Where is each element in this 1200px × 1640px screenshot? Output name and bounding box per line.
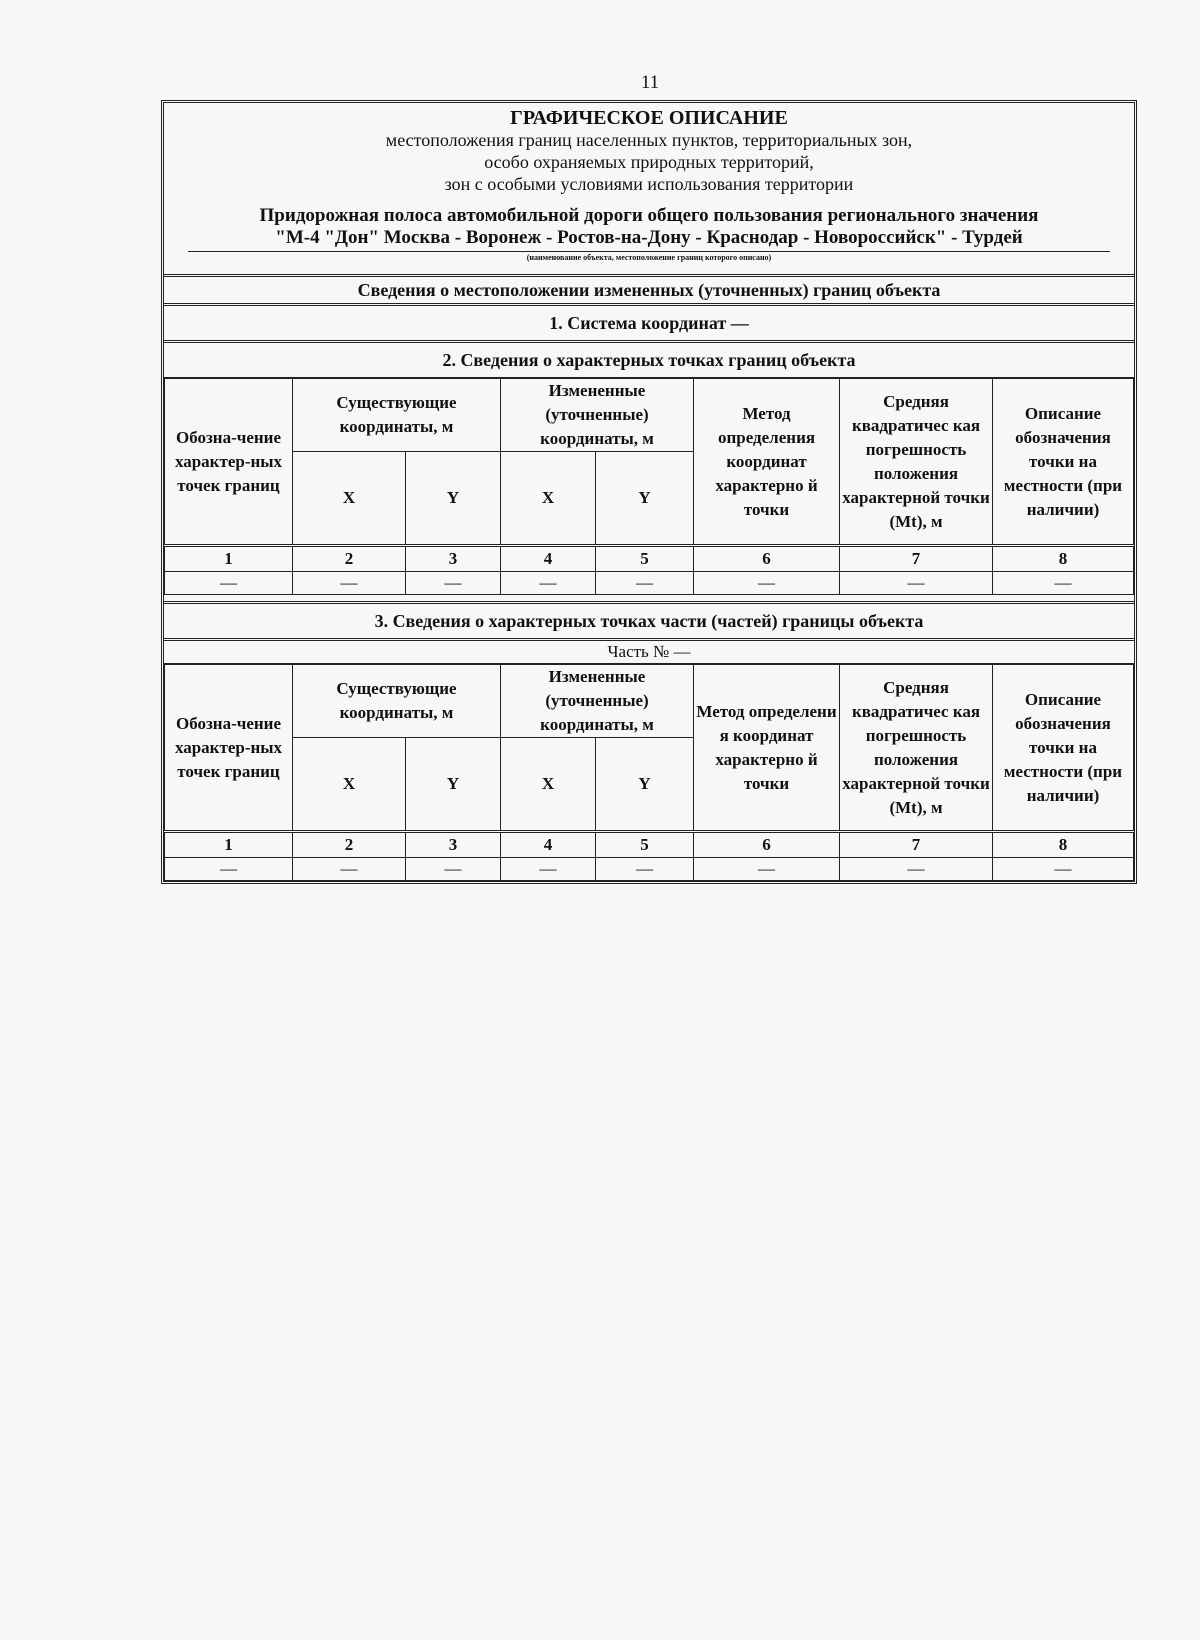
col-changed-coords: Измененные (уточненные) координаты, м: [501, 665, 694, 738]
table-cell: —: [840, 572, 993, 595]
col-changed-y: Y: [596, 452, 694, 546]
table-cell: —: [406, 572, 501, 595]
col-existing-x: X: [293, 738, 406, 832]
section-3-table: [164, 664, 1134, 881]
column-number: 4: [501, 832, 596, 858]
table-row: [165, 858, 1134, 881]
table-cell: —: [501, 858, 596, 881]
header-line-2: особо охраняемых природных территорий,: [484, 152, 814, 172]
table-cell: —: [293, 858, 406, 881]
section-divider: [164, 595, 1134, 604]
col-method: Метод определени я координат характерно й точки: [694, 665, 840, 832]
section-1-title: 1. Система координат —: [164, 306, 1134, 343]
column-number: 2: [293, 832, 406, 858]
object-name-line-1: Придорожная полоса автомобильной дороги общего пользования регионального значения: [259, 205, 1039, 226]
column-number: 5: [596, 832, 694, 858]
table-cell: —: [993, 572, 1134, 595]
col-existing-coords: Существующие координаты, м: [293, 665, 501, 738]
column-number: 5: [596, 546, 694, 572]
object-caption: (наименование объекта, местоположение границ которого описано): [526, 253, 772, 262]
part-label: Часть № —: [164, 641, 1134, 664]
column-number: 2: [293, 546, 406, 572]
col-method: Метод определения координат характерно й точки: [694, 379, 840, 546]
table-cell: —: [993, 858, 1134, 881]
section-2-title: 2. Сведения о характерных точках границ объекта: [164, 343, 1134, 378]
table-cell: —: [840, 858, 993, 881]
column-number: 1: [165, 546, 293, 572]
col-existing-y: Y: [406, 738, 501, 832]
column-number: 6: [694, 546, 840, 572]
document-header: [164, 103, 1134, 277]
table-cell: —: [596, 572, 694, 595]
col-existing-coords: Существующие координаты, м: [293, 379, 501, 452]
column-number: 4: [501, 546, 596, 572]
section-3-title: 3. Сведения о характерных точках части (частей) границы объекта: [164, 604, 1134, 641]
section-main-title: Сведения о местоположении измененных (уточненных) границ объекта: [164, 277, 1134, 306]
column-number: 8: [993, 832, 1134, 858]
col-description: Описание обозначения точки на местности (при наличии): [993, 665, 1134, 832]
column-number: 3: [406, 546, 501, 572]
table-cell: —: [165, 858, 293, 881]
column-number: 6: [694, 832, 840, 858]
table-cell: —: [406, 858, 501, 881]
col-changed-x: X: [501, 452, 596, 546]
header-line-3: зон с особыми условиями использования территории: [444, 174, 854, 194]
col-changed-x: X: [501, 738, 596, 832]
col-error: Средняя квадратичес кая погрешность положения характерной точки (Mt), м: [840, 379, 993, 546]
document-title: ГРАФИЧЕСКОЕ ОПИСАНИЕ: [510, 107, 788, 129]
column-number: 7: [840, 832, 993, 858]
column-number: 8: [993, 546, 1134, 572]
table-cell: —: [596, 858, 694, 881]
col-error: Средняя квадратичес кая погрешность положения характерной точки (Mt), м: [840, 665, 993, 832]
column-number: 3: [406, 832, 501, 858]
col-designation: Обозна-чение характер-ных точек границ: [165, 379, 293, 546]
table-cell: —: [694, 858, 840, 881]
document-frame: [161, 100, 1137, 884]
column-number-row: [165, 832, 1134, 858]
col-existing-x: X: [293, 452, 406, 546]
col-existing-y: Y: [406, 452, 501, 546]
col-changed-coords: Измененные (уточненные) координаты, м: [501, 379, 694, 452]
table-cell: —: [165, 572, 293, 595]
table-row: [165, 572, 1134, 595]
column-number: 7: [840, 546, 993, 572]
column-number-row: [165, 546, 1134, 572]
object-name-line-2: "М-4 "Дон" Москва - Воронеж - Ростов-на-Дону - Краснодар - Новороссийск" - Турдей: [275, 227, 1023, 248]
column-number: 1: [165, 832, 293, 858]
page-number: 11: [640, 72, 660, 93]
header-line-1: местоположения границ населенных пунктов, территориальных зон,: [385, 130, 913, 150]
table-cell: —: [293, 572, 406, 595]
table-cell: —: [501, 572, 596, 595]
col-description: Описание обозначения точки на местности (при наличии): [993, 379, 1134, 546]
table-cell: —: [694, 572, 840, 595]
col-changed-y: Y: [596, 738, 694, 832]
section-2-table: [164, 378, 1134, 595]
col-designation: Обозна-чение характер-ных точек границ: [165, 665, 293, 832]
